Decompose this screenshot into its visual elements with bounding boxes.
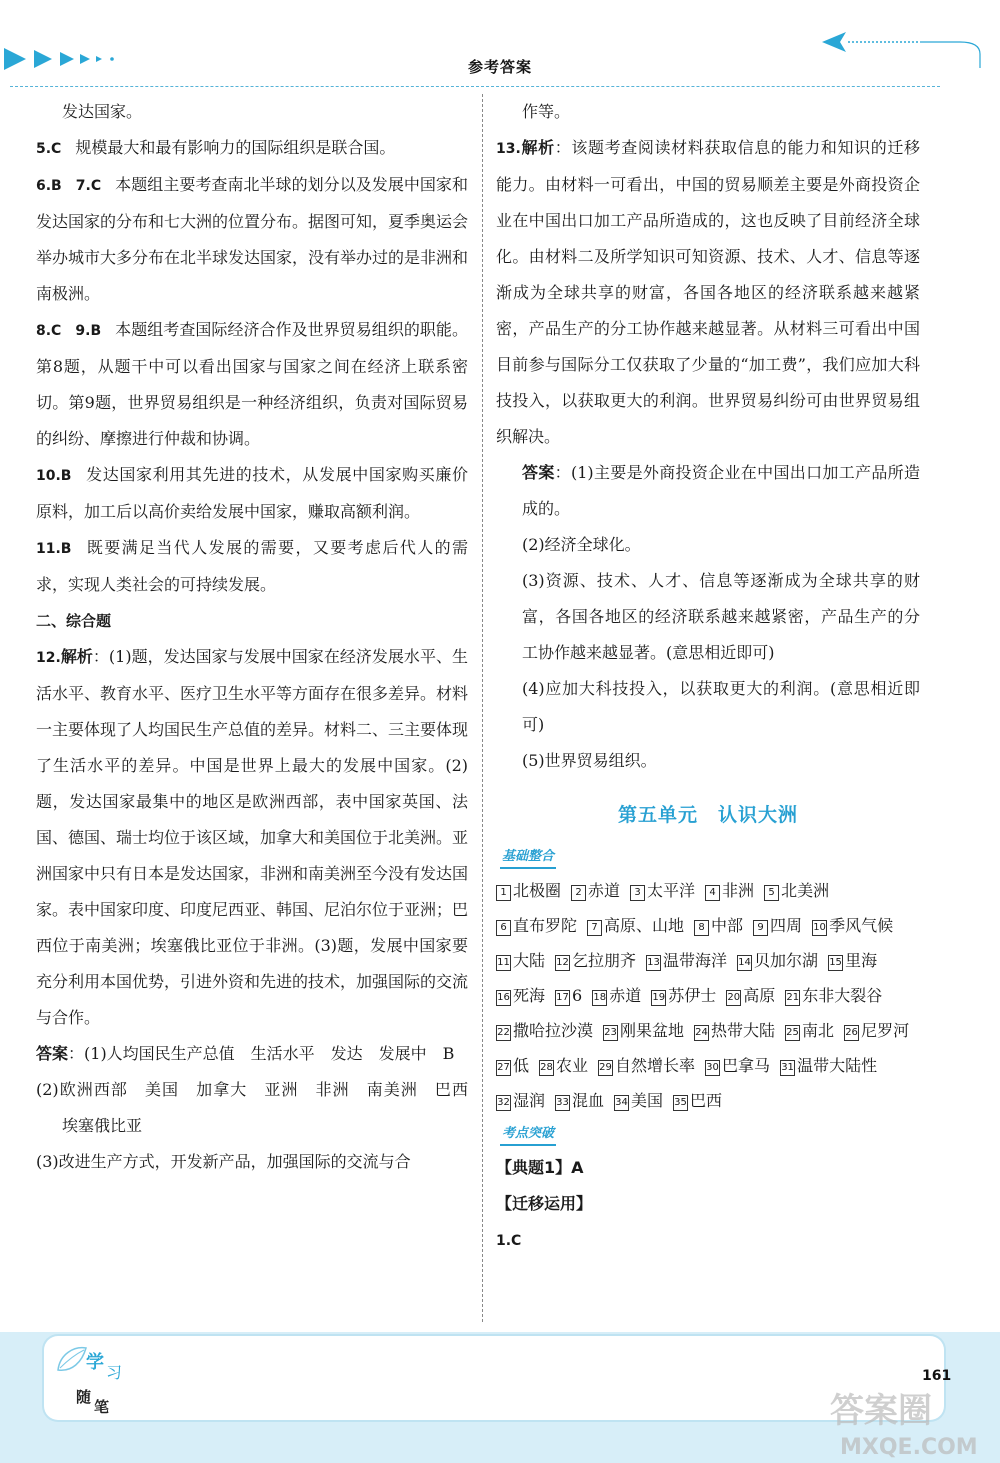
- answer-text: 巴拿马: [722, 1056, 771, 1075]
- answer-number-box: 32: [496, 1095, 511, 1111]
- example-answer: 【典题1】A: [496, 1158, 584, 1177]
- answer-number-box: 11: [496, 955, 511, 971]
- basic-answer-item: [705, 873, 754, 908]
- basic-answer-item: [651, 978, 716, 1013]
- answer-text: 美国: [631, 1091, 664, 1110]
- answer-text: 赤道: [609, 986, 642, 1005]
- basic-answer-item: [539, 1048, 588, 1083]
- answer-number: 10.B: [36, 468, 72, 484]
- answer-item-11: 11.B 既要满足当代人发展的需要，又要考虑后代人的需求，实现人类社会的可持续发展。: [36, 538, 468, 594]
- basic-answer-item: [555, 1083, 604, 1118]
- answer-text: 里海: [845, 951, 878, 970]
- answer-text: 大陆: [513, 951, 546, 970]
- answer-13-part-5: (5)世界贸易组织。: [522, 751, 657, 770]
- answer-number-box: 30: [705, 1060, 720, 1076]
- answer-number-box: 8: [694, 920, 709, 936]
- basic-answer-item: [737, 943, 818, 978]
- answer-item-10: 10.B 发达国家利用其先进的技术，从发展中国家购买廉价原料，加工后以高价卖给发展中国家，赚取高额利润。: [36, 465, 468, 521]
- basic-answer-item: [587, 908, 684, 943]
- basic-answer-item: [496, 978, 545, 1013]
- answer-number-box: 5: [764, 885, 779, 901]
- answer-text: 死海: [513, 986, 546, 1005]
- answer-number-box: 34: [614, 1095, 629, 1111]
- answer-continuation: 发达国家。: [62, 102, 143, 121]
- basic-answer-item: [785, 978, 882, 1013]
- answer-number-box: 21: [785, 990, 800, 1006]
- answer-number-box: 27: [496, 1060, 511, 1076]
- answer-number: 6.B 7.C: [36, 178, 102, 194]
- answer-text: 高原: [743, 986, 776, 1005]
- header-rule: [10, 86, 940, 87]
- basic-answer-item: [496, 1048, 529, 1083]
- basic-answer-item: [555, 943, 636, 978]
- answer-number-box: 31: [780, 1060, 795, 1076]
- transfer-heading: 【迁移运用】: [496, 1194, 593, 1213]
- transfer-answer: 1.C: [496, 1233, 522, 1249]
- answer-number: 11.B: [36, 541, 72, 557]
- basic-answer-item: [603, 1013, 684, 1048]
- answer-number-box: 28: [539, 1060, 554, 1076]
- analysis-label: 解析: [520, 138, 555, 157]
- study-notes-area: [44, 1336, 944, 1420]
- answer-text: 四周: [770, 916, 803, 935]
- answer-text: 南北: [802, 1021, 835, 1040]
- answer-number-box: 19: [651, 990, 666, 1006]
- analysis-text: ：该题考查阅读材料获取信息的能力和知识的迁移能力。由材料一可看出，中国的贸易顺差主要是外商投资企业在中国出口加工产品所造成的，这也反映了目前经济全球化。由材料二及所学知识可知资源、技术、人才、信息等逐渐成为全球共享的财富，各国各地区的经济联系越来越紧密，产品生产的分工协作越来越显著。从材料三可看出中国目前参与国际分工仅获取了少量的“加工费”，我们应加大科技投入，以获取更大的利润。世界贸易纠纷可由世界贸易组织解决。: [496, 138, 920, 446]
- answer-item-12: 12.解析：(1)题，发达国家与发展中国家在经济发展水平、生活水平、教育水平、医疗卫生水平等方面存在很多差异。材料一主要体现了人均国民生产总值的差异。材料二、三主要体现了生活水平的差异。中国是世界上最大的发展中国家。(2)题，发达国家最集中的地区是欧洲西部，表中国家英国、法国、德国、瑞士均位于该区域，加拿大和美国位于北美洲。亚洲国家中只有日本是发达国家，非洲和南美洲至今没有发达国家。表中国家印度、印度尼西亚、韩国、尼泊尔位于亚洲；巴西位于南美洲；埃塞俄比亚位于非洲。(3)题，发展中国家要充分利用本国优势，引进外资和先进的技术，加强国际的交流与合作。: [36, 647, 469, 1027]
- answer-item-6-7: 6.B 7.C 本题组主要考查南北半球的划分以及发展中国家和发达国家的分布和七大洲的位置分布。据图可知，夏季奥运会举办城市大多分布在北半球发达国家，没有举办过的是非洲和南极洲。: [36, 175, 469, 303]
- answer-text: 热带大陆: [711, 1021, 776, 1040]
- answer-text: 6: [572, 986, 583, 1005]
- basic-answer-item: [673, 1083, 722, 1118]
- basic-answer-item: [785, 1013, 834, 1048]
- basic-answer-item: [592, 978, 641, 1013]
- answer-text: 苏伊士: [668, 986, 717, 1005]
- study-note-label: 学 习 随 笔: [76, 1352, 123, 1416]
- answer-number-box: 18: [592, 990, 607, 1006]
- answer-number-box: 25: [785, 1025, 800, 1041]
- column-divider: [482, 94, 483, 1322]
- answer-number-box: 22: [496, 1025, 511, 1041]
- section-heading: 二、综合题: [36, 612, 112, 630]
- answer-number-box: 33: [555, 1095, 570, 1111]
- basic-answer-item: [496, 873, 561, 908]
- answer-text: 温带海洋: [663, 951, 728, 970]
- answer-text: 非洲: [722, 881, 755, 900]
- basic-answer-item: [496, 1083, 545, 1118]
- basic-integration-tag: 基础整合: [500, 847, 556, 869]
- answer-12-part-1: 答案：(1)人均国民生产总值 生活水平 发达 发展中 B: [36, 1044, 455, 1063]
- basic-answer-item: [844, 1013, 909, 1048]
- breakthrough-tag: 考点突破: [500, 1124, 556, 1146]
- answer-text: 巴西: [690, 1091, 723, 1110]
- answer-number-box: 3: [630, 885, 645, 901]
- basic-answer-item: [694, 1013, 775, 1048]
- basic-answer-item: [764, 873, 829, 908]
- answer-text: 太平洋: [647, 881, 696, 900]
- page-header: [0, 0, 1000, 90]
- answer-number-box: 14: [737, 955, 752, 971]
- answer-text: 北美洲: [781, 881, 830, 900]
- answer-text: 刚果盆地: [620, 1021, 685, 1040]
- answer-number-box: 20: [726, 990, 741, 1006]
- basic-answer-item: [646, 943, 727, 978]
- answer-13-part-1: 答案：(1)主要是外商投资企业在中国出口加工产品所造成的。: [522, 463, 920, 518]
- answer-number-box: 1: [496, 885, 511, 901]
- answer-number-box: 10: [812, 920, 827, 936]
- answer-number-box: 29: [598, 1060, 613, 1076]
- answer-number-box: 6: [496, 920, 511, 936]
- answer-text: 高原、山地: [604, 916, 685, 935]
- right-column: [496, 94, 920, 1259]
- answer-number-box: 35: [673, 1095, 688, 1111]
- answer-text: 尼罗河: [861, 1021, 910, 1040]
- answer-number-box: 23: [603, 1025, 618, 1041]
- answer-number-box: 17: [555, 990, 570, 1006]
- basic-answer-item: [496, 908, 577, 943]
- answer-13-part-4: (4)应加大科技投入，以获取更大的利润。(意思相近即可): [522, 679, 920, 734]
- basic-answer-item: [630, 873, 695, 908]
- basic-answer-item: [694, 908, 743, 943]
- answer-label: 答案: [522, 463, 555, 482]
- basic-answer-item: [598, 1048, 695, 1083]
- answer-13-part-2: (2)经济全球化。: [522, 535, 641, 554]
- answer-12-part-3: (3)改进生产方式，开发新产品，加强国际的交流与合: [36, 1152, 411, 1171]
- answer-text: 低: [513, 1056, 530, 1075]
- answer-item-13: 13.解析：该题考查阅读材料获取信息的能力和知识的迁移能力。由材料一可看出，中国的贸易顺差主要是外商投资企业在中国出口加工产品所造成的，这也反映了目前经济全球化。由材料二及所学知识可知资源、技术、人才、信息等逐渐成为全球共享的财富，各国各地区的经济联系越来越紧密，产品生产的分工协作越来越显著。从材料三可看出中国目前参与国际分工仅获取了少量的“加工费”，我们应加大科技投入，以获取更大的利润。世界贸易纠纷可由世界贸易组织解决。: [496, 138, 920, 446]
- answer-text: 贝加尔湖: [754, 951, 819, 970]
- answer-13-part-3: (3)资源、技术、人才、信息等逐渐成为全球共享的财富，各国各地区的经济联系越来越紧密，产品生产的分工协作越来越显著。(意思相近即可): [522, 571, 920, 662]
- answer-text: 农业: [556, 1056, 589, 1075]
- answer-text: 东非大裂谷: [802, 986, 883, 1005]
- answer-text: 乞拉朋齐: [572, 951, 637, 970]
- analysis-text: ：(1)题，发达国家与发展中国家在经济发展水平、生活水平、教育水平、医疗卫生水平等方面存在很多差异。材料一主要体现了人均国民生产总值的差异。材料二、三主要体现了生活水平的差异。中国是世界上最大的发展中国家。(2)题，发达国家最集中的地区是欧洲西部，表中国家英国、法国、德国、瑞士均位于该区域，加拿大和美国位于北美洲。亚洲国家中只有日本是发达国家，非洲和南美洲至今没有发达国家。表中国家印度、印度尼西亚、韩国、尼泊尔位于亚洲；巴西位于南美洲；埃塞俄比亚位于非洲。(3)题，发展中国家要充分利用本国优势，引进外资和先进的技术，加强国际的交流与合作。: [36, 647, 469, 1027]
- answer-text: 直布罗陀: [513, 916, 578, 935]
- basic-answer-item: [496, 943, 545, 978]
- basic-answer-item: [555, 978, 582, 1013]
- left-column: [36, 94, 485, 1180]
- basic-answer-item: [812, 908, 893, 943]
- basic-answers-list: [496, 873, 920, 1118]
- answer-number-box: 24: [694, 1025, 709, 1041]
- answer-number-box: 9: [753, 920, 768, 936]
- answer-text: 湿润: [513, 1091, 546, 1110]
- answer-text: 温带大陆性: [797, 1056, 878, 1075]
- answer-number: 5.C: [36, 141, 62, 157]
- basic-answer-item: [726, 978, 775, 1013]
- page-title: 参考答案: [467, 58, 532, 76]
- answer-number-box: 7: [587, 920, 602, 936]
- basic-answer-item: [571, 873, 620, 908]
- answer-number-box: 4: [705, 885, 720, 901]
- unit-title: 第五单元 认识大洲: [617, 804, 798, 826]
- answer-number-box: 12: [555, 955, 570, 971]
- answer-continuation: 作等。: [522, 102, 571, 121]
- basic-answer-item: [828, 943, 877, 978]
- answer-text: 北极圈: [513, 881, 562, 900]
- answer-number-box: 15: [828, 955, 843, 971]
- svg-text:MXQE.COM: MXQE.COM: [840, 1435, 978, 1460]
- svg-text:答案圈: 答案圈: [830, 1391, 932, 1431]
- basic-answer-item: [705, 1048, 770, 1083]
- basic-answer-item: [614, 1083, 663, 1118]
- answer-number: 8.C 9.B: [36, 323, 102, 339]
- analysis-label: 解析: [60, 647, 93, 666]
- answer-number-box: 2: [571, 885, 586, 901]
- basic-answer-item: [780, 1048, 877, 1083]
- answer-text: 混血: [572, 1091, 605, 1110]
- answer-text: 赤道: [588, 881, 621, 900]
- watermark-logo-icon: [826, 1382, 996, 1462]
- answer-text: 撒哈拉沙漠: [513, 1021, 594, 1040]
- basic-answer-item: [496, 1013, 593, 1048]
- answer-12-part-2: (2)欧洲西部 美国 加拿大 亚洲 非洲 南美洲 巴西 埃塞俄比亚: [36, 1080, 485, 1135]
- answer-item-5: 5.C 规模最大和最有影响力的国际组织是联合国。: [36, 138, 396, 157]
- answer-item-8-9: 8.C 9.B 本题组考查国际经济合作及世界贸易组织的职能。第8题，从题干中可以看出国家与国家之间在经济上联系密切。第9题，世界贸易组织是一种经济组织，负责对国际贸易的纠纷、摩擦进行仲裁和协调。: [36, 320, 468, 448]
- answer-number-box: 26: [844, 1025, 859, 1041]
- answer-text: 季风气候: [829, 916, 894, 935]
- answer-text: 自然增长率: [615, 1056, 696, 1075]
- basic-answer-item: [753, 908, 802, 943]
- answer-text: 中部: [711, 916, 744, 935]
- answer-number-box: 13: [646, 955, 661, 971]
- page-number: 161: [922, 1368, 952, 1384]
- answer-number-box: 16: [496, 990, 511, 1006]
- answer-label: 答案: [36, 1044, 69, 1063]
